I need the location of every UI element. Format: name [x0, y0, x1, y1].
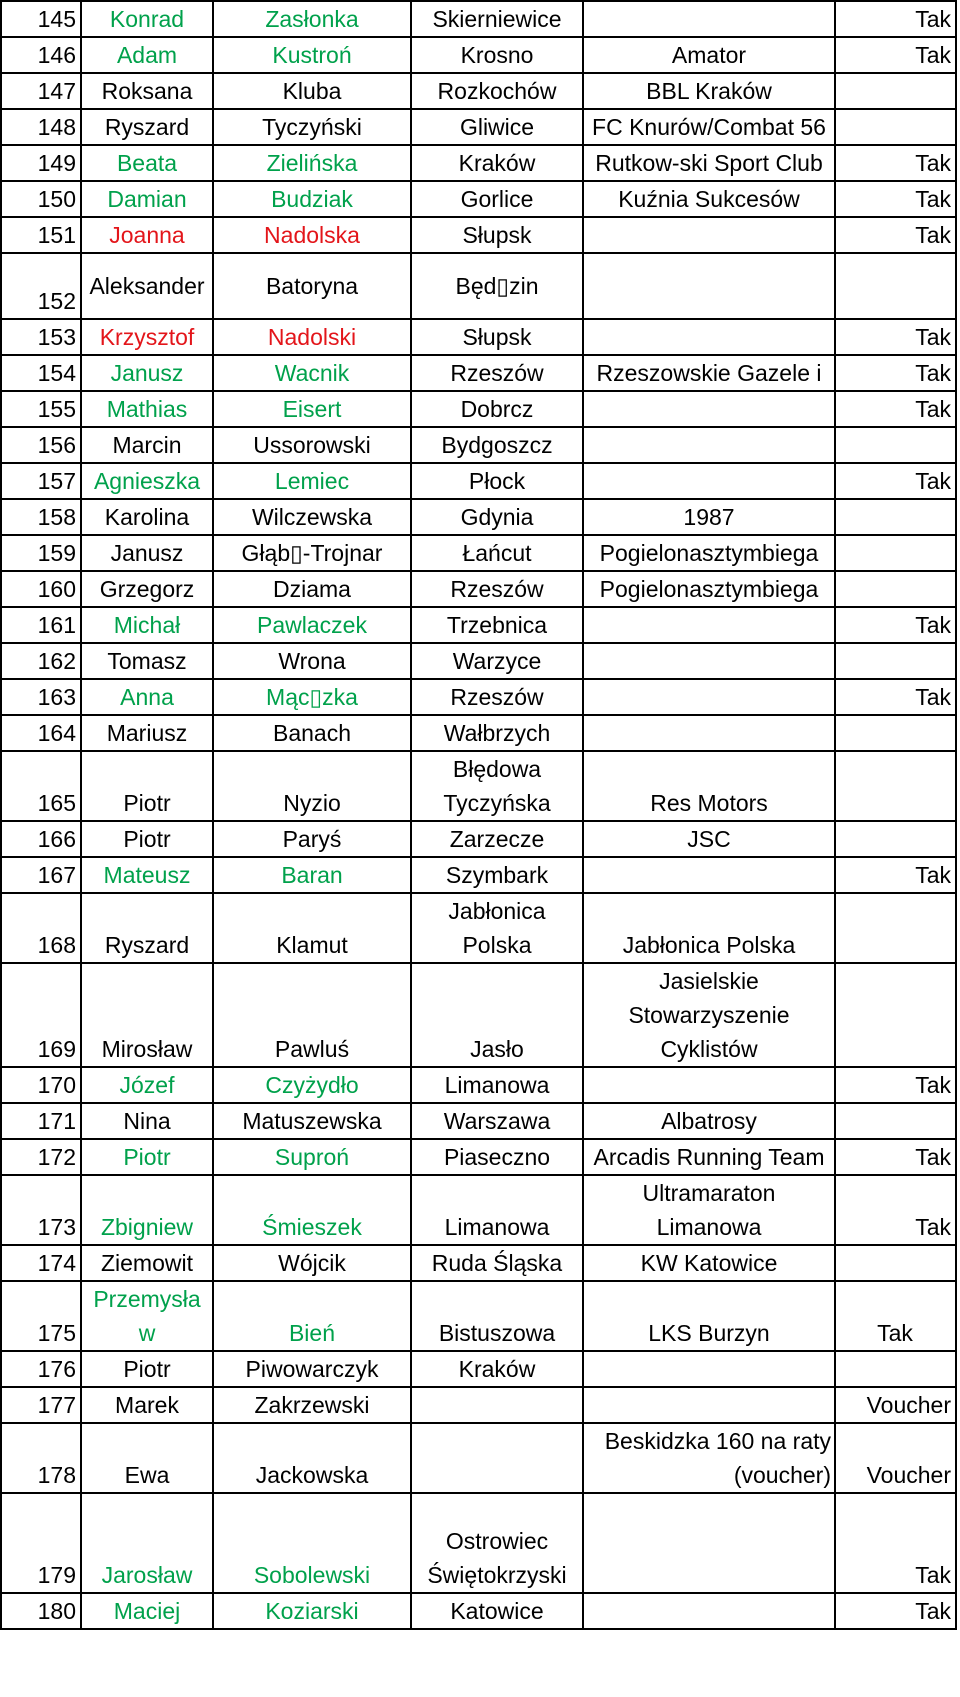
club — [583, 857, 835, 893]
first-name: Krzysztof — [81, 319, 213, 355]
table-row — [1, 253, 956, 319]
status: Tak — [835, 1493, 956, 1593]
row-number: 168 — [1, 893, 81, 963]
club: 1987 — [583, 499, 835, 535]
last-name: Matuszewska — [213, 1103, 411, 1139]
status — [835, 535, 956, 571]
table-row — [1, 1175, 956, 1245]
row-number: 174 — [1, 1245, 81, 1281]
last-name: Zasłonka — [213, 1, 411, 37]
city: Limanowa — [411, 1175, 583, 1245]
table-row — [1, 355, 956, 391]
club: BBL Kraków — [583, 73, 835, 109]
last-name: Nadolski — [213, 319, 411, 355]
row-number: 149 — [1, 145, 81, 181]
last-name: Ussorowski — [213, 427, 411, 463]
club — [583, 1593, 835, 1629]
table-row — [1, 463, 956, 499]
row-number: 156 — [1, 427, 81, 463]
city: Jabłonica Polska — [411, 893, 583, 963]
table-row — [1, 963, 956, 1067]
first-name: Piotr — [81, 821, 213, 857]
table-row — [1, 821, 956, 857]
city: Rzeszów — [411, 679, 583, 715]
status — [835, 1245, 956, 1281]
city: Szymbark — [411, 857, 583, 893]
last-name: Nadolska — [213, 217, 411, 253]
first-name: Nina — [81, 1103, 213, 1139]
last-name: Wrona — [213, 643, 411, 679]
city: Łańcut — [411, 535, 583, 571]
city: Ruda Śląska — [411, 1245, 583, 1281]
last-name: Zakrzewski — [213, 1387, 411, 1423]
row-number: 153 — [1, 319, 81, 355]
last-name: Dziama — [213, 571, 411, 607]
last-name: Budziak — [213, 181, 411, 217]
last-name: Śmieszek — [213, 1175, 411, 1245]
city: Gdynia — [411, 499, 583, 535]
status: Tak — [835, 607, 956, 643]
club — [583, 607, 835, 643]
table-row — [1, 499, 956, 535]
club: Albatrosy — [583, 1103, 835, 1139]
club: LKS Burzyn — [583, 1281, 835, 1351]
table-row — [1, 857, 956, 893]
status — [835, 963, 956, 1067]
row-number: 151 — [1, 217, 81, 253]
last-name: Piwowarczyk — [213, 1351, 411, 1387]
row-number: 167 — [1, 857, 81, 893]
row-number: 148 — [1, 109, 81, 145]
club: KW Katowice — [583, 1245, 835, 1281]
club — [583, 643, 835, 679]
first-name: Maciej — [81, 1593, 213, 1629]
last-name: Paryś — [213, 821, 411, 857]
row-number: 150 — [1, 181, 81, 217]
first-name: Ewa — [81, 1423, 213, 1493]
row-number: 159 — [1, 535, 81, 571]
first-name: Aleksander — [81, 253, 213, 319]
row-number: 165 — [1, 751, 81, 821]
club — [583, 1387, 835, 1423]
status — [835, 571, 956, 607]
club: JSC — [583, 821, 835, 857]
status: Tak — [835, 319, 956, 355]
city: Błędowa Tyczyńska — [411, 751, 583, 821]
status — [835, 715, 956, 751]
last-name: Pawlaczek — [213, 607, 411, 643]
status — [835, 73, 956, 109]
status: Tak — [835, 1175, 956, 1245]
last-name: Lemiec — [213, 463, 411, 499]
city: Bistuszowa — [411, 1281, 583, 1351]
last-name: Jackowska — [213, 1423, 411, 1493]
first-name: Grzegorz — [81, 571, 213, 607]
city: Słupsk — [411, 217, 583, 253]
first-name: Marek — [81, 1387, 213, 1423]
last-name: Suproń — [213, 1139, 411, 1175]
city: Kraków — [411, 1351, 583, 1387]
first-name: Józef — [81, 1067, 213, 1103]
city: Będ▯zin — [411, 253, 583, 319]
city: Katowice — [411, 1593, 583, 1629]
status: Tak — [835, 391, 956, 427]
table-row — [1, 571, 956, 607]
city: Warszawa — [411, 1103, 583, 1139]
row-number: 173 — [1, 1175, 81, 1245]
row-number: 166 — [1, 821, 81, 857]
last-name: Baran — [213, 857, 411, 893]
table-row — [1, 893, 956, 963]
first-name: Ryszard — [81, 109, 213, 145]
club — [583, 1, 835, 37]
status: Tak — [835, 679, 956, 715]
club — [583, 391, 835, 427]
first-name: Ziemowit — [81, 1245, 213, 1281]
city: Płock — [411, 463, 583, 499]
table-row — [1, 1067, 956, 1103]
status — [835, 499, 956, 535]
first-name: Damian — [81, 181, 213, 217]
city: Kraków — [411, 145, 583, 181]
city: Ostrowiec Świętokrzyski — [411, 1493, 583, 1593]
city: Limanowa — [411, 1067, 583, 1103]
first-name: Anna — [81, 679, 213, 715]
status — [835, 821, 956, 857]
last-name: Mąc▯zka — [213, 679, 411, 715]
row-number: 172 — [1, 1139, 81, 1175]
status: Tak — [835, 857, 956, 893]
city: Rzeszów — [411, 571, 583, 607]
status — [835, 1351, 956, 1387]
last-name: Sobolewski — [213, 1493, 411, 1593]
table-row — [1, 427, 956, 463]
row-number: 146 — [1, 37, 81, 73]
last-name: Bień — [213, 1281, 411, 1351]
table-row — [1, 391, 956, 427]
table-row — [1, 1139, 956, 1175]
table-row — [1, 715, 956, 751]
first-name: Joanna — [81, 217, 213, 253]
row-number: 175 — [1, 1281, 81, 1351]
status: Tak — [835, 37, 956, 73]
club: Kuźnia Sukcesów — [583, 181, 835, 217]
city: Jasło — [411, 963, 583, 1067]
last-name: Czyżydło — [213, 1067, 411, 1103]
club: FC Knurów/Combat 56 — [583, 109, 835, 145]
club: Amator — [583, 37, 835, 73]
row-number: 176 — [1, 1351, 81, 1387]
status — [835, 643, 956, 679]
first-name: Tomasz — [81, 643, 213, 679]
club — [583, 253, 835, 319]
city: Bydgoszcz — [411, 427, 583, 463]
first-name: Adam — [81, 37, 213, 73]
status: Voucher — [835, 1387, 956, 1423]
last-name: Kustroń — [213, 37, 411, 73]
first-name: Karolina — [81, 499, 213, 535]
first-name: Ryszard — [81, 893, 213, 963]
last-name: Zielińska — [213, 145, 411, 181]
city: Zarzecze — [411, 821, 583, 857]
last-name: Nyzio — [213, 751, 411, 821]
first-name: Mateusz — [81, 857, 213, 893]
first-name: Marcin — [81, 427, 213, 463]
table-row — [1, 1387, 956, 1423]
status: Voucher — [835, 1423, 956, 1493]
last-name: Tyczyński — [213, 109, 411, 145]
club — [583, 1493, 835, 1593]
table-row — [1, 1423, 956, 1493]
row-number: 179 — [1, 1493, 81, 1593]
club: Arcadis Running Team — [583, 1139, 835, 1175]
status — [835, 893, 956, 963]
table-row — [1, 643, 956, 679]
first-name: Piotr — [81, 1139, 213, 1175]
first-name: Mirosław — [81, 963, 213, 1067]
table-row — [1, 1593, 956, 1629]
row-number: 162 — [1, 643, 81, 679]
row-number: 164 — [1, 715, 81, 751]
city: Warzyce — [411, 643, 583, 679]
club: Jasielskie Stowarzyszenie Cyklistów — [583, 963, 835, 1067]
first-name: Beata — [81, 145, 213, 181]
table-row — [1, 1, 956, 37]
row-number: 169 — [1, 963, 81, 1067]
row-number: 171 — [1, 1103, 81, 1139]
row-number: 160 — [1, 571, 81, 607]
city — [411, 1387, 583, 1423]
first-name: Roksana — [81, 73, 213, 109]
club — [583, 463, 835, 499]
table-row — [1, 1281, 956, 1351]
row-number: 158 — [1, 499, 81, 535]
status — [835, 253, 956, 319]
table-row — [1, 1245, 956, 1281]
first-name: Zbigniew — [81, 1175, 213, 1245]
status — [835, 751, 956, 821]
first-name: Przemysła w — [81, 1281, 213, 1351]
table-row — [1, 535, 956, 571]
city: Trzebnica — [411, 607, 583, 643]
row-number: 163 — [1, 679, 81, 715]
status: Tak — [835, 1067, 956, 1103]
status: Tak — [835, 145, 956, 181]
table-row — [1, 181, 956, 217]
status: Tak — [835, 355, 956, 391]
status: Tak — [835, 1139, 956, 1175]
table-row — [1, 37, 956, 73]
table-row — [1, 145, 956, 181]
row-number: 152 — [1, 253, 81, 319]
status: Tak — [835, 217, 956, 253]
last-name: Wilczewska — [213, 499, 411, 535]
club: Pogielonasztymbiega — [583, 571, 835, 607]
city — [411, 1423, 583, 1493]
club: Pogielonasztymbiega — [583, 535, 835, 571]
last-name: Wójcik — [213, 1245, 411, 1281]
last-name: Pawluś — [213, 963, 411, 1067]
table-row — [1, 1351, 956, 1387]
row-number: 161 — [1, 607, 81, 643]
city: Gorlice — [411, 181, 583, 217]
row-number: 145 — [1, 1, 81, 37]
first-name: Jarosław — [81, 1493, 213, 1593]
row-number: 157 — [1, 463, 81, 499]
club: Rzeszowskie Gazele i — [583, 355, 835, 391]
city: Słupsk — [411, 319, 583, 355]
first-name: Mathias — [81, 391, 213, 427]
status: Tak — [835, 1281, 956, 1351]
status — [835, 1103, 956, 1139]
last-name: Wacnik — [213, 355, 411, 391]
last-name: Batoryna — [213, 253, 411, 319]
city: Rzeszów — [411, 355, 583, 391]
row-number: 155 — [1, 391, 81, 427]
club — [583, 427, 835, 463]
status: Tak — [835, 463, 956, 499]
table-row — [1, 73, 956, 109]
table-row — [1, 217, 956, 253]
last-name: Klamut — [213, 893, 411, 963]
table-row — [1, 1493, 956, 1593]
club — [583, 1067, 835, 1103]
table-row — [1, 319, 956, 355]
city: Rozkochów — [411, 73, 583, 109]
city: Dobrcz — [411, 391, 583, 427]
status: Tak — [835, 1593, 956, 1629]
status: Tak — [835, 181, 956, 217]
table-row — [1, 751, 956, 821]
club: Jabłonica Polska — [583, 893, 835, 963]
last-name: Kluba — [213, 73, 411, 109]
first-name: Piotr — [81, 1351, 213, 1387]
row-number: 147 — [1, 73, 81, 109]
first-name: Agnieszka — [81, 463, 213, 499]
club: Rutkow-ski Sport Club — [583, 145, 835, 181]
row-number: 178 — [1, 1423, 81, 1493]
city: Skierniewice — [411, 1, 583, 37]
first-name: Piotr — [81, 751, 213, 821]
row-number: 154 — [1, 355, 81, 391]
status — [835, 109, 956, 145]
table-row — [1, 607, 956, 643]
status — [835, 427, 956, 463]
club: Beskidzka 160 na raty (voucher) — [583, 1423, 835, 1493]
last-name: Głąb▯-Trojnar — [213, 535, 411, 571]
last-name: Banach — [213, 715, 411, 751]
last-name: Eisert — [213, 391, 411, 427]
status: Tak — [835, 1, 956, 37]
club: Res Motors — [583, 751, 835, 821]
club — [583, 1351, 835, 1387]
last-name: Koziarski — [213, 1593, 411, 1629]
city: Wałbrzych — [411, 715, 583, 751]
club: Ultramaraton Limanowa — [583, 1175, 835, 1245]
row-number: 177 — [1, 1387, 81, 1423]
first-name: Mariusz — [81, 715, 213, 751]
first-name: Michał — [81, 607, 213, 643]
club — [583, 715, 835, 751]
row-number: 170 — [1, 1067, 81, 1103]
club — [583, 217, 835, 253]
first-name: Janusz — [81, 355, 213, 391]
first-name: Konrad — [81, 1, 213, 37]
city: Gliwice — [411, 109, 583, 145]
table-row — [1, 679, 956, 715]
city: Krosno — [411, 37, 583, 73]
table-row — [1, 109, 956, 145]
table-row — [1, 1103, 956, 1139]
club — [583, 319, 835, 355]
club — [583, 679, 835, 715]
first-name: Janusz — [81, 535, 213, 571]
city: Piaseczno — [411, 1139, 583, 1175]
row-number: 180 — [1, 1593, 81, 1629]
